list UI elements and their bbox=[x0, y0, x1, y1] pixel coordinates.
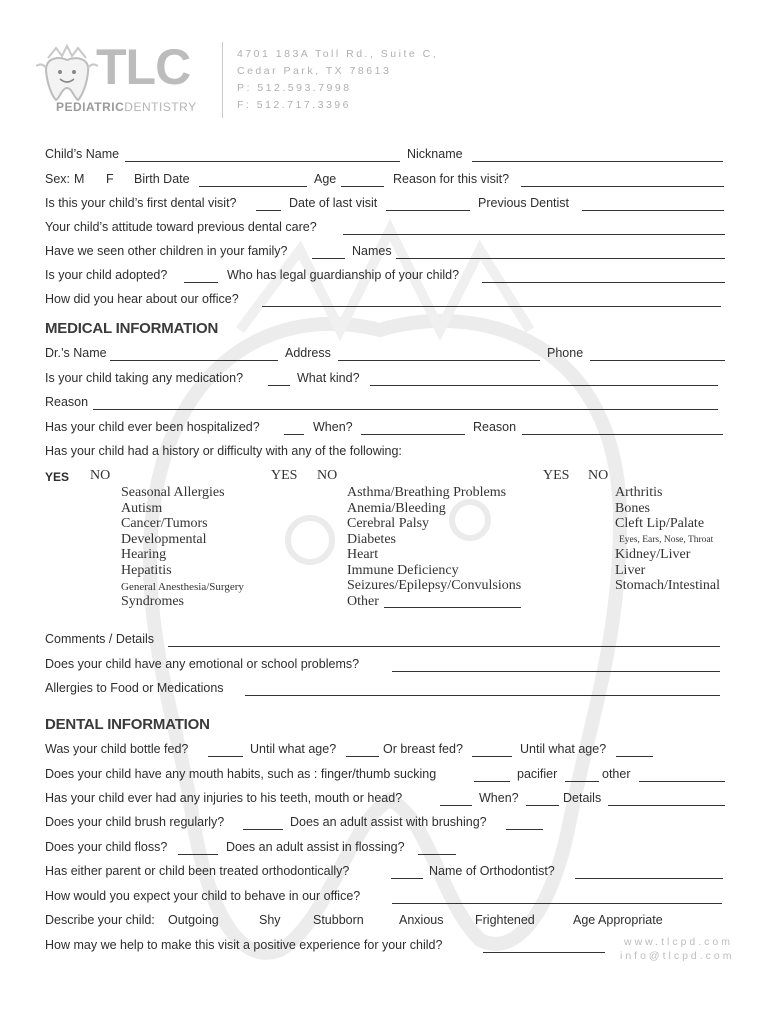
label-adopted: Is your child adopted? bbox=[45, 268, 168, 282]
address-phone: P: 512.593.7998 bbox=[237, 82, 352, 94]
field-what-kind[interactable] bbox=[370, 373, 718, 386]
label-prev-dentist: Previous Dentist bbox=[478, 196, 570, 210]
label-injuries: Has your child ever had any injuries to his teeth, mouth or head? bbox=[45, 791, 403, 805]
condition-item[interactable]: Cleft Lip/Palate bbox=[615, 516, 705, 531]
tooth-mascot-icon bbox=[36, 44, 98, 104]
logo-brand: TLC bbox=[96, 39, 191, 95]
option-stubborn[interactable]: Stubborn bbox=[313, 913, 364, 927]
field-pacifier[interactable] bbox=[565, 769, 599, 782]
label-until-age-2: Until what age? bbox=[520, 742, 607, 756]
field-prev-dentist[interactable] bbox=[582, 198, 724, 211]
field-hosp-when[interactable] bbox=[361, 422, 465, 435]
condition-item[interactable]: Other bbox=[347, 594, 379, 609]
label-first-visit: Is this your child’s first dental visit? bbox=[45, 196, 237, 210]
medical-section-title: MEDICAL INFORMATION bbox=[45, 320, 219, 337]
option-frightened[interactable]: Frightened bbox=[475, 913, 535, 927]
field-injury-details[interactable] bbox=[608, 793, 725, 806]
col3-no-header: NO bbox=[588, 468, 609, 483]
field-drs-name[interactable] bbox=[110, 348, 278, 361]
label-nickname: Nickname bbox=[407, 147, 463, 161]
field-behave[interactable] bbox=[392, 891, 722, 904]
condition-item[interactable]: Bones bbox=[615, 501, 650, 516]
label-behave: How would you expect your child to behave in our office? bbox=[45, 889, 361, 903]
field-seen-others[interactable] bbox=[312, 246, 345, 259]
label-bottle: Was your child bottle fed? bbox=[45, 742, 189, 756]
label-experience: How may we help to make this visit a positive experience for your child? bbox=[45, 938, 443, 952]
field-allergies[interactable] bbox=[245, 683, 720, 696]
field-med-reason[interactable] bbox=[93, 397, 718, 410]
label-hospitalized: Has your child ever been hospitalized? bbox=[45, 420, 260, 434]
field-hosp-reason[interactable] bbox=[522, 422, 723, 435]
field-thumb-sucking[interactable] bbox=[474, 769, 510, 782]
label-medication: Is your child taking any medication? bbox=[45, 371, 244, 385]
label-what-kind: What kind? bbox=[297, 371, 360, 385]
logo-divider bbox=[222, 42, 223, 118]
condition-item[interactable]: Cerebral Palsy bbox=[347, 516, 430, 531]
field-emotional[interactable] bbox=[392, 659, 720, 672]
label-ortho-name: Name of Orthodontist? bbox=[429, 864, 555, 878]
field-attitude[interactable] bbox=[343, 222, 725, 235]
label-assist-floss: Does an adult assist in flossing? bbox=[226, 840, 405, 854]
condition-item[interactable]: Syndromes bbox=[121, 594, 184, 609]
field-until-age-1[interactable] bbox=[346, 744, 379, 757]
field-ortho-name[interactable] bbox=[575, 866, 723, 879]
field-experience[interactable] bbox=[483, 940, 605, 953]
label-names: Names bbox=[352, 244, 392, 258]
condition-item[interactable]: Heart bbox=[347, 547, 379, 562]
condition-item[interactable]: Diabetes bbox=[347, 532, 396, 547]
field-medication[interactable] bbox=[268, 373, 290, 386]
label-dr-phone: Phone bbox=[547, 346, 584, 360]
logo-sub-bold: PEDIATRIC bbox=[56, 100, 125, 114]
field-other-condition[interactable] bbox=[384, 595, 521, 608]
option-sex-m[interactable]: M bbox=[74, 172, 85, 186]
option-shy[interactable]: Shy bbox=[259, 913, 281, 927]
field-first-visit[interactable] bbox=[256, 198, 281, 211]
option-anxious[interactable]: Anxious bbox=[399, 913, 444, 927]
label-age: Age bbox=[314, 172, 337, 186]
label-habit-other: other bbox=[602, 767, 631, 781]
label-dr-address: Address bbox=[285, 346, 331, 360]
label-pacifier: pacifier bbox=[517, 767, 558, 781]
condition-item[interactable]: Kidney/Liver bbox=[615, 547, 691, 562]
label-assist-brush: Does an adult assist with brushing? bbox=[290, 815, 487, 829]
label-guardianship: Who has legal guardianship of your child? bbox=[227, 268, 460, 282]
col2-yes-header: YES bbox=[271, 468, 298, 483]
label-brush: Does your child brush regularly? bbox=[45, 815, 225, 829]
field-breast[interactable] bbox=[472, 744, 512, 757]
label-history: Has your child had a history or difficulty with any of the following: bbox=[45, 444, 402, 458]
field-injuries[interactable] bbox=[440, 793, 472, 806]
field-brush[interactable] bbox=[243, 817, 283, 830]
condition-item[interactable]: Arthritis bbox=[615, 485, 663, 500]
condition-item[interactable]: Immune Deficiency bbox=[347, 563, 459, 578]
condition-item[interactable]: Asthma/Breathing Problems bbox=[347, 485, 507, 500]
field-age[interactable] bbox=[341, 174, 384, 187]
label-seen-others: Have we seen other children in your family? bbox=[45, 244, 288, 258]
field-assist-floss[interactable] bbox=[418, 842, 456, 855]
condition-item[interactable]: Hepatitis bbox=[121, 563, 172, 578]
address-fax: F: 512.717.3396 bbox=[237, 99, 351, 111]
label-emotional: Does your child have any emotional or school problems? bbox=[45, 657, 360, 671]
label-injury-when: When? bbox=[479, 791, 519, 805]
field-hear[interactable] bbox=[262, 294, 721, 307]
condition-item[interactable]: General Anesthesia/Surgery bbox=[121, 581, 244, 593]
label-hear: How did you hear about our office? bbox=[45, 292, 239, 306]
label-hosp-when: When? bbox=[313, 420, 353, 434]
field-comments[interactable] bbox=[168, 634, 720, 647]
label-child-name: Child’s Name bbox=[45, 147, 120, 161]
label-describe: Describe your child: bbox=[45, 913, 155, 927]
field-dr-phone[interactable] bbox=[590, 348, 725, 361]
label-floss: Does your child floss? bbox=[45, 840, 168, 854]
field-birth-date[interactable] bbox=[199, 174, 307, 187]
col1-yes-header: YES bbox=[45, 470, 70, 484]
label-habits: Does your child have any mouth habits, such as : finger/thumb sucking bbox=[45, 767, 437, 781]
condition-item[interactable]: Cancer/Tumors bbox=[121, 516, 208, 531]
label-comments: Comments / Details bbox=[45, 632, 155, 646]
condition-item[interactable]: Eyes, Ears, Nose, Throat bbox=[619, 535, 714, 545]
footer-website[interactable]: www.tlcpd.com bbox=[624, 936, 734, 948]
col3-yes-header: YES bbox=[543, 468, 570, 483]
condition-item[interactable]: Developmental bbox=[121, 532, 207, 547]
field-habit-other[interactable] bbox=[639, 769, 725, 782]
footer-email[interactable]: info@tlcpd.com bbox=[620, 950, 735, 962]
label-breast: Or breast fed? bbox=[383, 742, 463, 756]
label-ortho: Has either parent or child been treated orthodontically? bbox=[45, 864, 350, 878]
condition-item[interactable]: Seizures/Epilepsy/Convulsions bbox=[347, 578, 522, 593]
dental-section-title: DENTAL INFORMATION bbox=[45, 716, 210, 733]
logo-sub-light: DENTISTRY bbox=[124, 100, 197, 114]
field-guardianship[interactable] bbox=[482, 270, 725, 283]
field-nickname[interactable] bbox=[472, 149, 723, 162]
field-assist-brush[interactable] bbox=[506, 817, 543, 830]
label-injury-details: Details bbox=[563, 791, 602, 805]
field-dr-address[interactable] bbox=[338, 348, 540, 361]
condition-item[interactable]: Anemia/Bleeding bbox=[347, 501, 446, 516]
label-attitude: Your child’s attitude toward previous dental care? bbox=[45, 220, 317, 234]
label-reason-visit: Reason for this visit? bbox=[393, 172, 510, 186]
field-until-age-2[interactable] bbox=[616, 744, 653, 757]
option-sex-f[interactable]: F bbox=[106, 172, 114, 186]
label-until-age-1: Until what age? bbox=[250, 742, 337, 756]
logo bbox=[36, 40, 206, 120]
label-med-reason: Reason bbox=[45, 395, 89, 409]
field-last-visit[interactable] bbox=[386, 198, 470, 211]
address-line1: 4701 183A Toll Rd., Suite C, bbox=[237, 48, 439, 60]
condition-item[interactable]: Liver bbox=[615, 563, 646, 578]
label-last-visit: Date of last visit bbox=[289, 196, 378, 210]
field-floss[interactable] bbox=[178, 842, 218, 855]
label-hosp-reason: Reason bbox=[473, 420, 517, 434]
label-drs-name: Dr.’s Name bbox=[45, 346, 107, 360]
label-sex: Sex: bbox=[45, 172, 71, 186]
option-outgoing[interactable]: Outgoing bbox=[168, 913, 219, 927]
field-child-name[interactable] bbox=[125, 149, 400, 162]
address-block bbox=[237, 46, 438, 114]
field-injury-when[interactable] bbox=[526, 793, 559, 806]
label-birth-date: Birth Date bbox=[134, 172, 190, 186]
field-adopted[interactable] bbox=[184, 270, 218, 283]
field-reason-visit[interactable] bbox=[521, 174, 724, 187]
condition-item[interactable]: Hearing bbox=[121, 547, 167, 562]
field-bottle[interactable] bbox=[208, 744, 243, 757]
label-allergies: Allergies to Food or Medications bbox=[45, 681, 224, 695]
field-ortho[interactable] bbox=[391, 866, 423, 879]
condition-item[interactable]: Autism bbox=[121, 501, 163, 516]
col1-no-header: NO bbox=[90, 468, 111, 483]
field-hospitalized[interactable] bbox=[284, 422, 304, 435]
option-age-appropriate[interactable]: Age Appropriate bbox=[573, 913, 663, 927]
condition-item[interactable]: Stomach/Intestinal bbox=[615, 578, 720, 593]
col2-no-header: NO bbox=[317, 468, 338, 483]
address-line2: Cedar Park, TX 78613 bbox=[237, 65, 392, 77]
field-names[interactable] bbox=[396, 246, 725, 259]
condition-item[interactable]: Seasonal Allergies bbox=[121, 485, 225, 500]
